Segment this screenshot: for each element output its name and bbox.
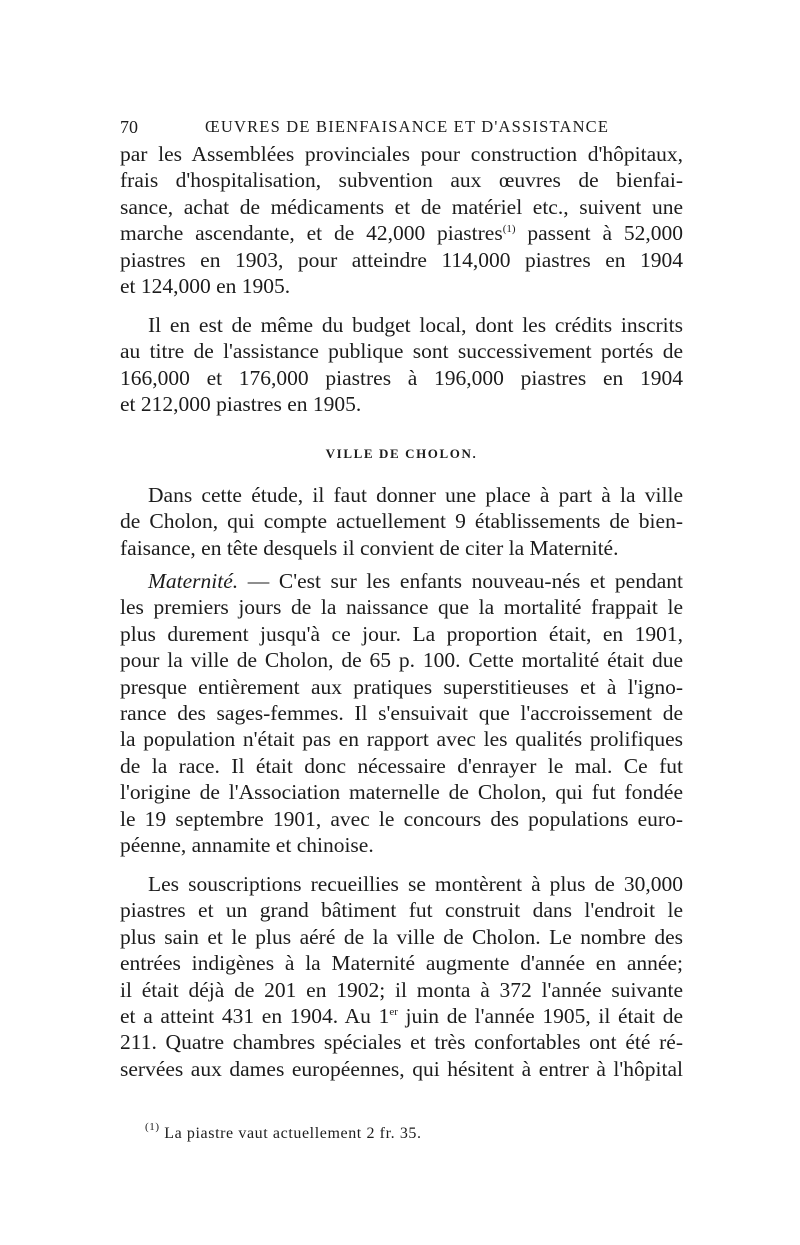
footnote <box>145 1121 422 1143</box>
text-line: piastres et un grand bâtiment fut construit dans l'endroit le <box>120 898 683 923</box>
footnote-text: La piastre vaut actuellement 2 fr. 35. <box>159 1125 422 1142</box>
paragraph-budget-local <box>120 312 683 418</box>
text-line: plus durement jusqu'à ce jour. La proportion était, en 1901, <box>120 621 683 646</box>
text-line-with-footnote-ref <box>120 220 683 246</box>
text-line: servées aux dames européennes, qui hésitent à entrer à l'hôpital <box>120 1056 683 1081</box>
text-line: faisance, en tête desquels il convient de citer la Maternité. <box>120 535 619 560</box>
text-line: 166,000 et 176,000 piastres à 196,000 piastres en 1904 <box>120 365 683 390</box>
text-segment: — C'est sur les enfants nouveau-nés et pendant <box>238 569 683 593</box>
footnote-reference: (1) <box>502 223 516 236</box>
page-number: 70 <box>120 117 138 137</box>
text-line: presque entièrement aux pratiques superstitieuses et à l'igno- <box>120 674 683 699</box>
text-line: pour la ville de Cholon, de 65 p. 100. Cette mortalité était due <box>120 648 683 673</box>
text-line: rance des sages-femmes. Il s'ensuivait que l'accroissement de <box>120 700 683 725</box>
text-line: frais d'hospitalisation, subvention aux œuvres de bienfai- <box>120 168 683 193</box>
text-line: Il en est de même du budget local, dont les crédits inscrits <box>148 313 683 337</box>
running-title: ŒUVRES DE BIENFAISANCE ET D'ASSISTANCE <box>205 117 610 136</box>
footnote-marker: (1) <box>145 1121 160 1133</box>
text-line: et 124,000 en 1905. <box>120 273 291 298</box>
paragraph-cholon-intro <box>120 482 683 561</box>
text-line: Les souscriptions recueillies se montèrent à plus de 30,000 <box>148 872 683 896</box>
text-line: piastres en 1903, pour atteindre 114,000 piastres en 1904 <box>120 247 683 272</box>
text-line: 211. Quatre chambres spéciales et très confortables ont été ré- <box>120 1030 683 1055</box>
text-line: et 212,000 piastres en 1905. <box>120 392 362 417</box>
text-line: il était déjà de 201 en 1902; il monta à 372 l'année suivante <box>120 977 683 1002</box>
paragraph-budget-provinces <box>120 141 683 299</box>
text-segment: passent à 52,000 <box>515 221 683 246</box>
text-segment: marche ascendante, et de 42,000 piastres <box>120 221 503 246</box>
section-heading: VILLE DE CHOLON. <box>325 446 478 461</box>
text-line: Dans cette étude, il faut donner une place à part à la ville <box>148 483 683 507</box>
text-line: plus sain et le plus aéré de la ville de Cholon. Le nombre des <box>120 924 683 949</box>
text-line: entrées indigènes à la Maternité augmente d'année en année; <box>120 951 683 976</box>
text-segment: juin de l'année 1905, il était de <box>397 1003 683 1028</box>
text-line: le 19 septembre 1901, avec le concours des populations euro- <box>120 806 683 831</box>
text-segment: et a atteint 431 en 1904. Au 1 <box>120 1003 390 1028</box>
paragraph-maternite <box>120 568 683 858</box>
text-line: de Cholon, qui compte actuellement 9 établissements de bien- <box>120 509 683 534</box>
text-line: par les Assemblées provinciales pour construction d'hôpitaux, <box>120 142 683 166</box>
paragraph-souscriptions <box>120 871 683 1082</box>
text-line: au titre de l'assistance publique sont successivement portés de <box>120 339 683 364</box>
text-line: l'origine de l'Association maternelle de Cholon, qui fut fondée <box>120 780 683 805</box>
page-header <box>120 117 680 139</box>
text-line-with-superscript <box>120 1003 683 1029</box>
text-line: sance, achat de médicaments et de matériel etc., suivent une <box>120 194 683 219</box>
text-line: péenne, annamite et chinoise. <box>120 832 374 857</box>
text-line: les premiers jours de la naissance que la mortalité frappait le <box>120 595 683 620</box>
superscript: er <box>389 1005 398 1018</box>
run-in-heading: Maternité. <box>148 569 239 593</box>
text-line-with-lead <box>120 568 683 594</box>
text-line: de la race. Il était donc nécessaire d'enrayer le mal. Ce fut <box>120 753 683 778</box>
text-line: la population n'était pas en rapport avec les qualités prolifiques <box>120 727 683 752</box>
